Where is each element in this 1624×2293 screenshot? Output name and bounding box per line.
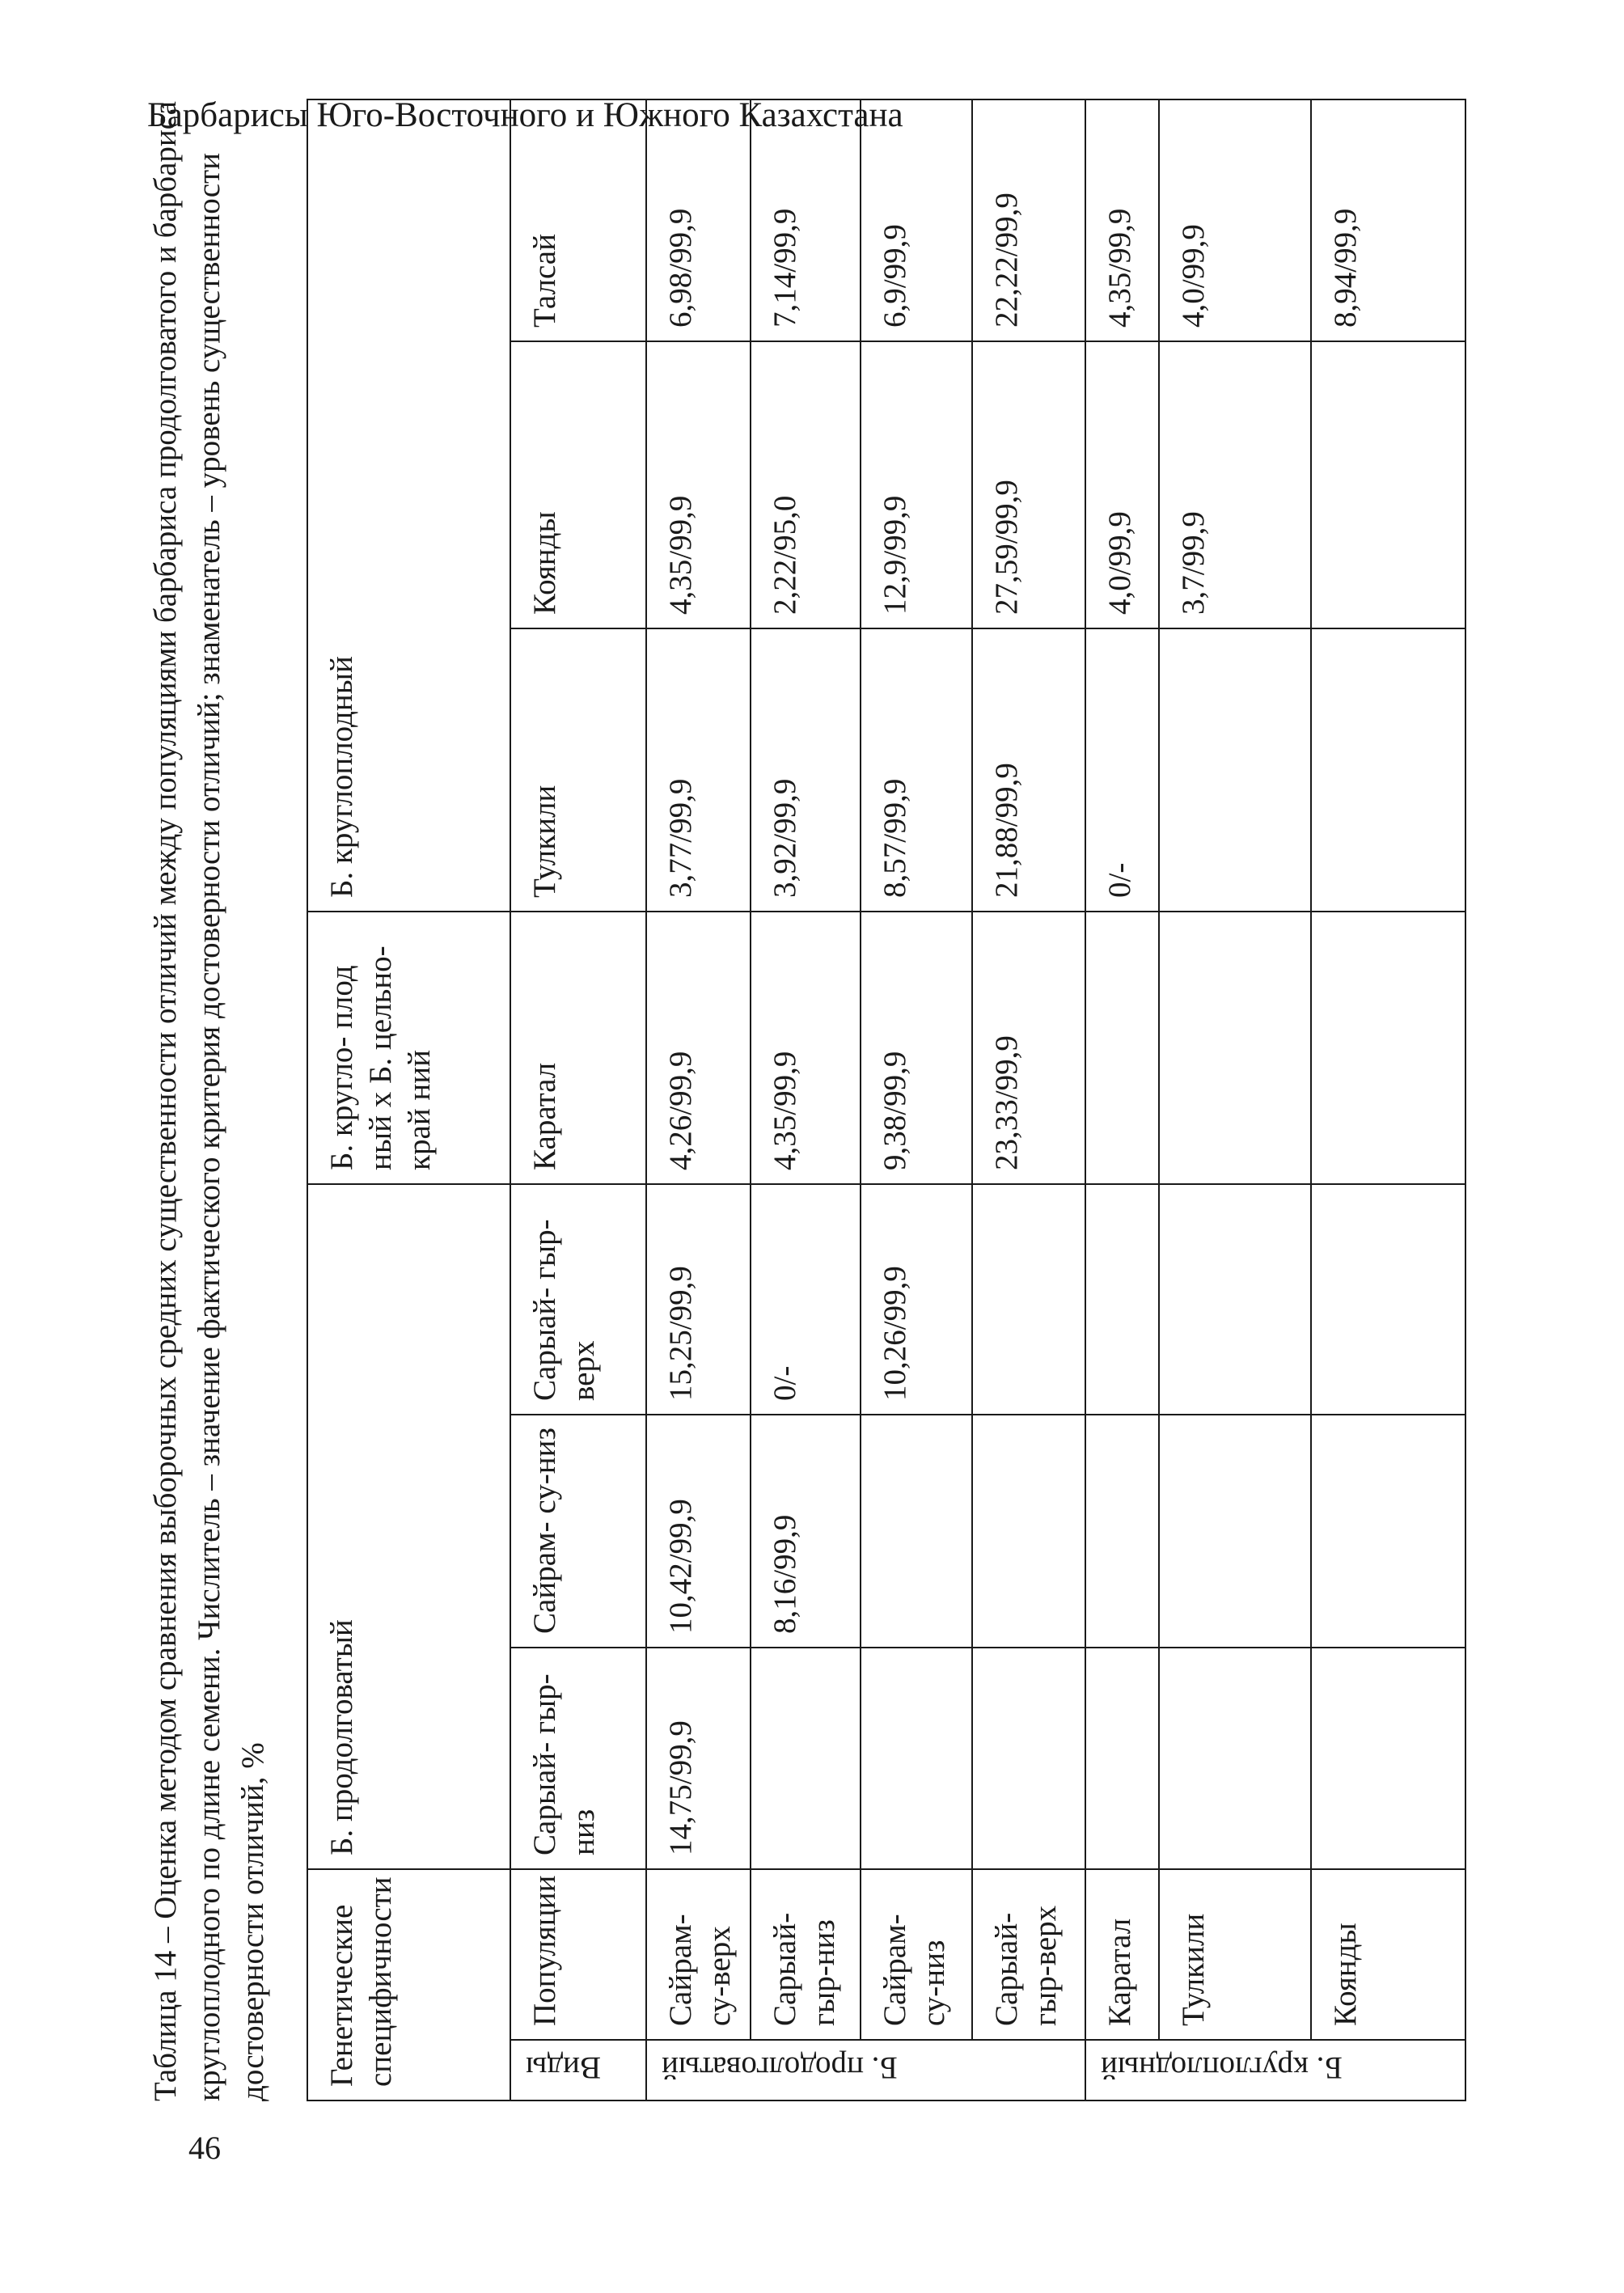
table-cell [1159, 1184, 1312, 1415]
col-header-talsai: Талсай [510, 99, 647, 341]
table-cell: 8,57/99,9 [861, 628, 971, 912]
header-genetic-specificity: Генетические специфичности [307, 1869, 510, 2101]
row-pop-label: Каратал [1085, 1869, 1158, 2040]
row-pop-label: Коянды [1311, 1869, 1465, 2040]
table-cell: 9,38/99,9 [861, 912, 971, 1184]
running-head: Барбарисы Юго-Восточного и Южного Казахстана [147, 96, 903, 134]
table-cell [1085, 1415, 1158, 1648]
table-cell: 23,33/99,9 [972, 912, 1085, 1184]
table-cell [972, 1648, 1085, 1869]
table-cell: 4,35/99,9 [646, 341, 750, 628]
col-header-koyandy: Коянды [510, 341, 647, 628]
table-cell: 8,94/99,9 [1311, 99, 1465, 341]
table-header-row-1 [307, 99, 510, 2101]
table-cell: 10,26/99,9 [861, 1184, 971, 1415]
table-cell: 3,7/99,9 [1159, 341, 1312, 628]
page-number: 46 [188, 2130, 221, 2166]
col-header-saryaigyr-verh: Сарыай- гыр-верх [510, 1184, 647, 1415]
table-cell: 21,88/99,9 [972, 628, 1085, 912]
table-cell: 4,35/99,9 [751, 912, 861, 1184]
table-cell: 4,26/99,9 [646, 912, 750, 1184]
row-pop-label: Сайрам- су-низ [861, 1869, 971, 2040]
species-kruglopodny-label: Б. круглоплодный [1101, 2050, 1343, 2085]
row-pop-label: Сарыай- гыр-низ [751, 1869, 861, 2040]
table-row [1085, 99, 1158, 2101]
table-cell: 7,14/99,9 [751, 99, 861, 341]
table-row [751, 99, 861, 2101]
table-cell: 3,92/99,9 [751, 628, 861, 912]
table-header-row-2 [510, 99, 647, 2101]
table-cell [861, 1415, 971, 1648]
header-group-kruglopodny: Б. круглоплодный [307, 99, 510, 912]
table-cell: 4,35/99,9 [1085, 99, 1158, 341]
table-cell [972, 1415, 1085, 1648]
header-group-prodolgovaty: Б. продолговатый [307, 1184, 510, 1869]
table-row [972, 99, 1085, 2101]
table-row [646, 99, 750, 2101]
table-cell: 0/- [751, 1184, 861, 1415]
table-cell: 22,22/99,9 [972, 99, 1085, 341]
table-cell: 8,16/99,9 [751, 1415, 861, 1648]
table-cell: 15,25/99,9 [646, 1184, 750, 1415]
table-row [861, 99, 971, 2101]
table-cell [861, 1648, 971, 1869]
table-cell [1311, 1415, 1465, 1648]
col-header-saryaigyr-niz: Сарыай- гыр-низ [510, 1648, 647, 1869]
header-group-krugl-celnokray: Б. кругло- плод ный х Б. цельно- край ний [307, 912, 510, 1184]
table-cell: 2,22/95,0 [751, 341, 861, 628]
species-prodolgovaty [646, 2040, 1085, 2101]
table-cell: 12,9/99,9 [861, 341, 971, 628]
table-cell: 14,75/99,9 [646, 1648, 750, 1869]
table-cell [1085, 1184, 1158, 1415]
table-cell [1159, 912, 1312, 1184]
col-header-tulkili: Тулкили [510, 628, 647, 912]
table-cell [1159, 628, 1312, 912]
table-cell: 6,98/99,9 [646, 99, 750, 341]
table-cell [1311, 628, 1465, 912]
header-populations: Популяции [510, 1869, 647, 2040]
table-cell: 4,0/99,9 [1159, 99, 1312, 341]
table-cell: 27,59/99,9 [972, 341, 1085, 628]
table-cell [1311, 1184, 1465, 1415]
species-prodolgovaty-label: Б. продолговатый [662, 2050, 899, 2085]
table-caption: Таблица 14 – Оценка методом сравнения выборочных средних существенности отличий между популяциями барбариса продолговатого и барбариса круглоплодного по длине семени. Числитель – значение фактического критерия достоверности отличий; знаменатель – уровень существенности достоверности отличий, % [148, 101, 270, 2101]
table-cell [1311, 912, 1465, 1184]
table-row [1311, 99, 1465, 2101]
table-cell: 4,0/99,9 [1085, 341, 1158, 628]
table-cell: 10,42/99,9 [646, 1415, 750, 1648]
species-kruglopodny [1085, 2040, 1465, 2101]
col-header-karatal: Каратал [510, 912, 647, 1184]
table-cell: 0/- [1085, 628, 1158, 912]
table-cell: 6,9/99,9 [861, 99, 971, 341]
table-cell [751, 1648, 861, 1869]
row-pop-label: Сарыай- гыр-верх [972, 1869, 1085, 2040]
rotated-content [144, 79, 1487, 2101]
table-row [1159, 99, 1312, 2101]
comparison-table [307, 99, 1466, 2101]
header-vidy [510, 2040, 647, 2101]
table-cell: 3,77/99,9 [646, 628, 750, 912]
table-cell [1159, 1415, 1312, 1648]
row-pop-label: Тулкили [1159, 1869, 1312, 2040]
col-header-sairamsu-niz: Сайрам- су-низ [510, 1415, 647, 1648]
table-cell [1311, 1648, 1465, 1869]
table-cell [972, 1184, 1085, 1415]
table-cell [1311, 341, 1465, 628]
table-cell [1085, 1648, 1158, 1869]
table-cell [1159, 1648, 1312, 1869]
table-cell [1085, 912, 1158, 1184]
header-vidy-label: Виды [525, 2050, 601, 2085]
row-pop-label: Сайрам- су-верх [646, 1869, 750, 2040]
